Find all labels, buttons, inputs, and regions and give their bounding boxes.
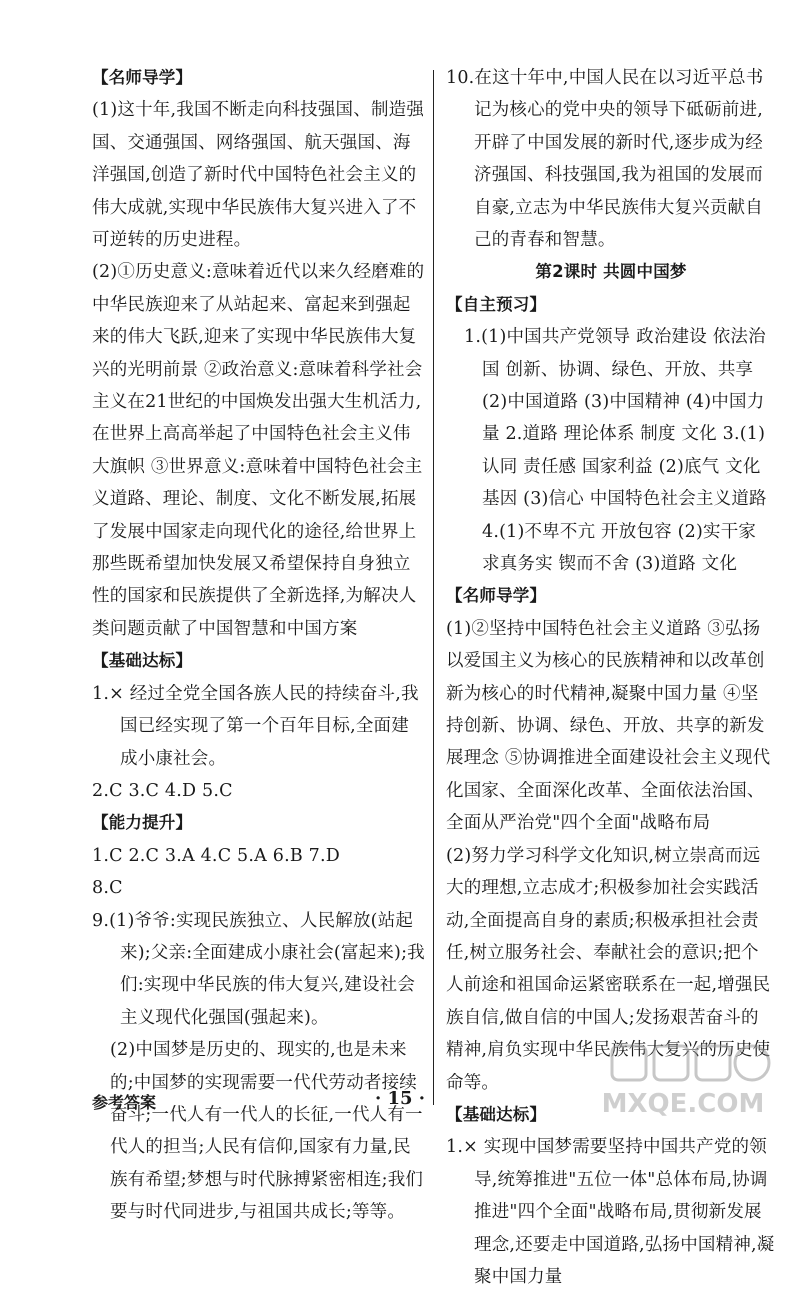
preview-answers: 1.(1)中国共产党领导 政治建设 依法治国 创新、协调、绿色、开放、共享 (2)中国道路 (3)中国精神 (4)中国力量 2.道路 理论体系 制度 文化 3.(1)认同 责任感 国家利益 (2)底气 文化基因 (3)信心 中国特色社会主义道路 4.(1)不卑不亢 开放包容 (2)实干家 求真务实 锲而不舍 (3)道路 文化 [464, 327, 767, 575]
answer-item-1: 1.× 经过全党全国各族人民的持续奋斗,我国已经实现了第一个百年目标,全面建成小康社会。 [92, 683, 419, 769]
guide-paragraph-2: (2)努力学习科学文化知识,树立崇高而远大的理想,立志成才;积极参加社会实践活动,全面提高自身的素质;积极承担社会责任,树立服务社会、奉献社会的意识;把个人前途和祖国命运紧密联系在一起,增强民族自信,做自信的中国人;发扬艰苦奋斗的精神,肩负实现中华民族伟大复兴的历史使命等。 [446, 845, 771, 1093]
lesson-title: 第2课时 共圆中国梦 [535, 262, 687, 282]
answer-item-10: 10.在这十年中,中国人民在以习近平总书记为核心的党中央的领导下砥砺前进,开辟了中国发展的新时代,逐步成为经济强国、科技强国,我为祖国的发展而自豪,立志为中华民族伟大复兴贡献自己的青春和智慧。 [446, 68, 764, 251]
left-column [92, 62, 425, 1229]
answer-item-9-part-1: 9.(1)爷爷:实现民族独立、人民解放(站起来);父亲:全面建成小康社会(富起来);我们:实现中华民族的伟大复兴,建设社会主义现代化强国(强起来)。 [92, 910, 425, 1028]
section-heading-basic: 【基础达标】 [92, 651, 193, 671]
answer-item-9-part-2: (2)中国梦是历史的、现实的,也是未来的;中国梦的实现需要一代代劳动者接续奋斗;一代人有一代人的长征,一代人有一代人的担当;人民有信仰,国家有力量,民族有希望;梦想与时代脉搏紧密相连;我们要与时代同进步,与祖国共成长;等等。 [110, 1040, 424, 1223]
section-heading-preview: 【自主预习】 [446, 294, 547, 314]
section-heading-ability: 【能力提升】 [92, 813, 193, 833]
answer-paragraph-2: (2)①历史意义:意味着近代以来久经磨难的中华民族迎来了从站起来、富起来到强起来的伟大飞跃,迎来了实现中华民族伟大复兴的光明前景 ②政治意义:意味着科学社会主义在21世纪的中国焕发出强大生机活力,在世界上高高举起了中国特色社会主义伟大旗帜 ③世界意义:意味着中国特色社会主义道路、理论、制度、文化不断发展,拓展了发展中国家走向现代化的途径,给世界上那些既希望加快发展又希望保持自身独立性的国家和民族提供了全新选择,为解决人类问题贡献了中国智慧和中国方案 [92, 262, 425, 639]
footer-label: 参考答案 [92, 1093, 157, 1112]
column-divider [433, 70, 434, 1105]
answer-item-2-5: 2.C 3.C 4.D 5.C [92, 780, 233, 801]
section-heading-teacher-guide: 【名师导学】 [92, 68, 193, 87]
answer-paragraph-1: (1)这十年,我国不断走向科技强国、制造强国、交通强国、网络强国、航天强国、海洋强国,创造了新时代中国特色社会主义的伟大成就,实现中华民族伟大复兴进入了不可逆转的历史进程。 [92, 100, 425, 251]
section-heading-basic-2: 【基础达标】 [446, 1104, 547, 1124]
answer-item-8: 8.C [92, 878, 123, 899]
answer-item-1-7: 1.C 2.C 3.A 4.C 5.A 6.B 7.D [92, 845, 340, 866]
page-number: · 15 · [374, 1088, 426, 1109]
section-heading-teacher-guide-2: 【名师导学】 [446, 586, 547, 606]
watermark-logo [588, 1042, 778, 1120]
watermark-text: MXQE.COM [601, 1089, 765, 1119]
guide-paragraph-1: (1)②坚持中国特色社会主义道路 ③弘扬以爱国主义为核心的民族精神和以改革创新为核心的时代精神,凝聚中国力量 ④坚持创新、协调、绿色、开放、共享的新发展理念 ⑤协调推进全面建设社会主义现代化国家、全面深化改革、全面依法治国、全面从严治党"四个全面"战略布局 [446, 618, 771, 834]
basic-answer-1: 1.× 实现中国梦需要坚持中国共产党的领导,统筹推进"五位一体"总体布局,协调推进"四个全面"战略布局,贯彻新发展理念,还要走中国道路,弘扬中国精神,凝聚中国力量 [446, 1137, 775, 1287]
